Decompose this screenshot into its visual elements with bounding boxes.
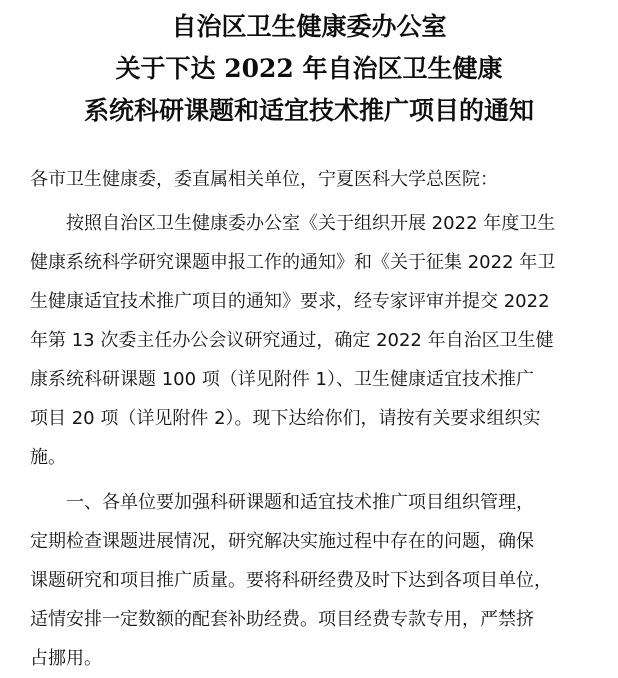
spacer xyxy=(30,195,604,204)
paragraph-1-line-6: 项目 20 项（详见附件 2）。现下达给你们，请按有关要求组织实 xyxy=(30,408,541,429)
paragraph-2-line-1: 一、各单位要加强科研课题和适宜技术推广项目组织管理， xyxy=(66,492,534,513)
paragraph-2-line-4: 适情安排一定数额的配套补助经费。项目经费专款专用，严禁挤 xyxy=(30,609,534,630)
paragraph-1-line-1: 按照自治区卫生健康委办公室《关于组织开展 2022 年度卫生 xyxy=(66,213,556,234)
document-title xyxy=(0,6,618,132)
document-body xyxy=(30,164,604,678)
paragraph-2-line-3: 课题研究和项目推广质量。要将科研经费及时下达到各项目单位， xyxy=(30,570,552,591)
title-line-3: 系统科研课题和适宜技术推广项目的通知 xyxy=(83,96,534,125)
paragraph-1-line-2: 健康系统科学研究课题申报工作的通知》和《关于征集 2022 年卫 xyxy=(30,252,556,273)
title-line-1: 自治区卫生健康委办公室 xyxy=(171,12,447,41)
paragraph-1-line-7: 施。 xyxy=(30,447,66,468)
paragraph-1-line-5: 康系统科研课题 100 项（详见附件 1）、卫生健康适宜技术推广 xyxy=(30,369,534,390)
paragraph-2-line-2: 定期检查课题进展情况，研究解决实施过程中存在的问题，确保 xyxy=(30,531,534,552)
paragraph-1 xyxy=(30,204,604,477)
title-line-2: 关于下达 2022 年自治区卫生健康 xyxy=(115,54,503,83)
paragraph-1-line-3: 生健康适宜技术推广项目的通知》要求，经专家评审并提交 2022 xyxy=(30,291,550,312)
paragraph-2-line-5: 占挪用。 xyxy=(30,648,102,669)
paragraph-2 xyxy=(30,483,604,678)
salutation: 各市卫生健康委，委直属相关单位，宁夏医科大学总医院： xyxy=(30,169,498,190)
paragraph-1-line-4: 年第 13 次委主任办公会议研究通过，确定 2022 年自治区卫生健 xyxy=(30,330,554,351)
